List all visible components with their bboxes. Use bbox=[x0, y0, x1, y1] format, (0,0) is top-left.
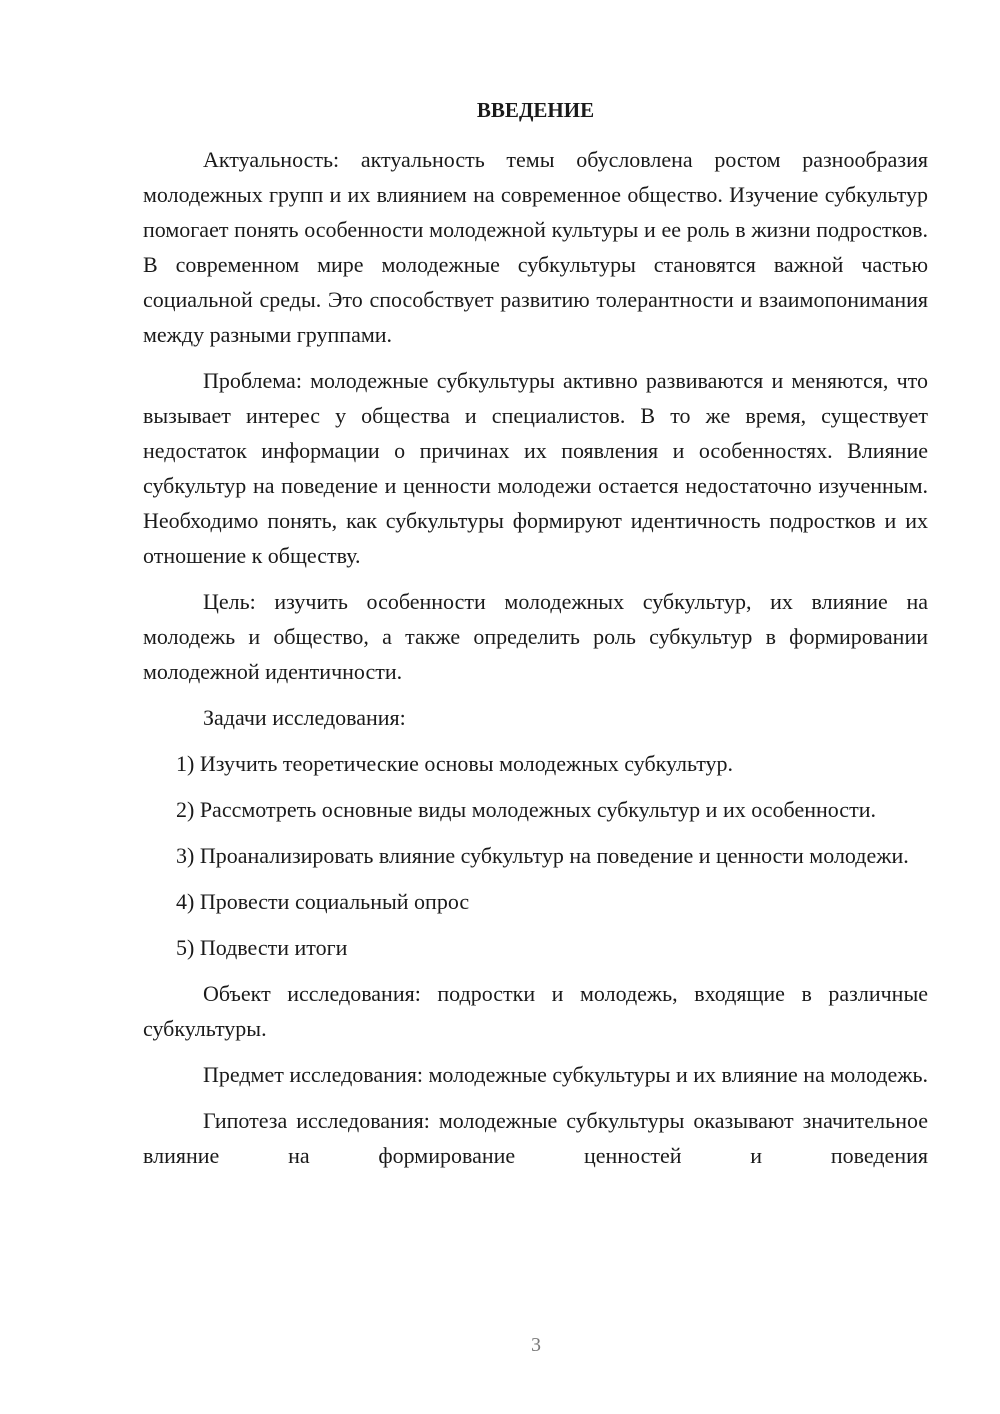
task-item-1: 1) Изучить теоретические основы молодежных субкультур. bbox=[176, 751, 734, 776]
subject-paragraph: Предмет исследования: молодежные субкультуры и их влияние на молодежь. bbox=[203, 1062, 929, 1087]
hypothesis-paragraph: Гипотеза исследования: молодежные субкультуры оказывают значительное влияние на формирование ценностей и поведения bbox=[143, 1108, 928, 1168]
document-page bbox=[143, 96, 928, 1173]
goal-paragraph: Цель: изучить особенности молодежных субкультур, их влияние на молодежь и общество, а также определить роль субкультур в формировании молодежной идентичности. bbox=[143, 589, 928, 684]
task-item-4: 4) Провести социальный опрос bbox=[176, 889, 470, 914]
relevance-paragraph: Актуальность: актуальность темы обусловлена ростом разнообразия молодежных групп и их влиянием на современное общество. Изучение субкультур помогает понять особенности молодежной культуры и ее роль в жизни подростков. В современном мире молодежные субкультуры становятся важной частью социальной среды. Это способствует развитию толерантности и взаимопонимания между разными группами. bbox=[143, 147, 928, 347]
task-item-5: 5) Подвести итоги bbox=[176, 935, 348, 960]
section-title: ВВЕДЕНИЕ bbox=[476, 98, 595, 122]
problem-paragraph: Проблема: молодежные субкультуры активно развиваются и меняются, что вызывает интерес у общества и специалистов. В то же время, существует недостаток информации о причинах их появления и особенностях. Влияние субкультур на поведение и ценности молодежи остается недостаточно изученным. Необходимо понять, как субкультуры формируют идентичность подростков и их отношение к обществу. bbox=[143, 368, 928, 568]
task-item-2: 2) Рассмотреть основные виды молодежных субкультур и их особенности. bbox=[176, 797, 876, 822]
tasks-heading: Задачи исследования: bbox=[203, 705, 406, 730]
object-paragraph: Объект исследования: подростки и молодежь, входящие в различные субкультуры. bbox=[143, 981, 928, 1041]
task-item-3: 3) Проанализировать влияние субкультур на поведение и ценности молодежи. bbox=[176, 843, 909, 868]
page-number: 3 bbox=[531, 1334, 541, 1356]
